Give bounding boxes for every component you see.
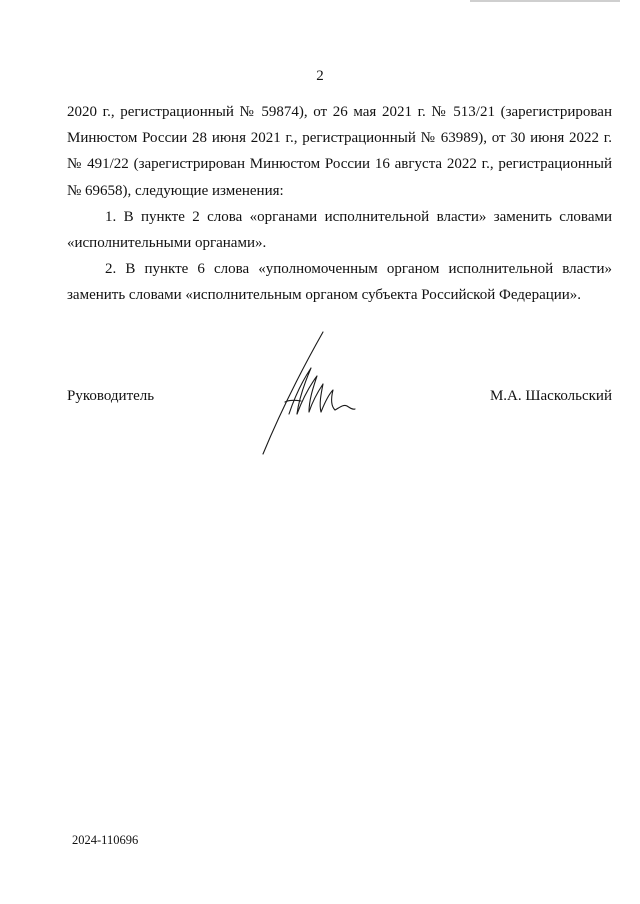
paragraph-item-1: 1. В пункте 2 слова «органами исполнительной власти» заменить словами «исполнительными органами». bbox=[67, 208, 612, 252]
document-body bbox=[67, 99, 612, 309]
page-number: 2 bbox=[316, 68, 324, 84]
scan-edge-mark bbox=[470, 0, 620, 2]
paragraph-continuation: 2020 г., регистрационный № 59874), от 26 мая 2021 г. № 513/21 (зарегистрирован Минюстом России 28 июня 2021 г., регистрационный № 63989), от 30 июня 2022 г. № 491/22 (зарегистрирован Минюстом России 16 августа 2022 г., регистрационный № 69658), следующие изменения: bbox=[67, 104, 612, 199]
handwritten-signature bbox=[255, 330, 365, 460]
signatory-position: Руководитель bbox=[67, 388, 155, 404]
paragraph-item-2: 2. В пункте 6 слова «уполномоченным органом исполнительной власти» заменить словами «исполнительным органом субъекта Российской Федерации». bbox=[67, 261, 612, 304]
signatory-name: М.А. Шаскольский bbox=[489, 388, 612, 404]
document-registration-id: 2024-110696 bbox=[72, 833, 139, 847]
